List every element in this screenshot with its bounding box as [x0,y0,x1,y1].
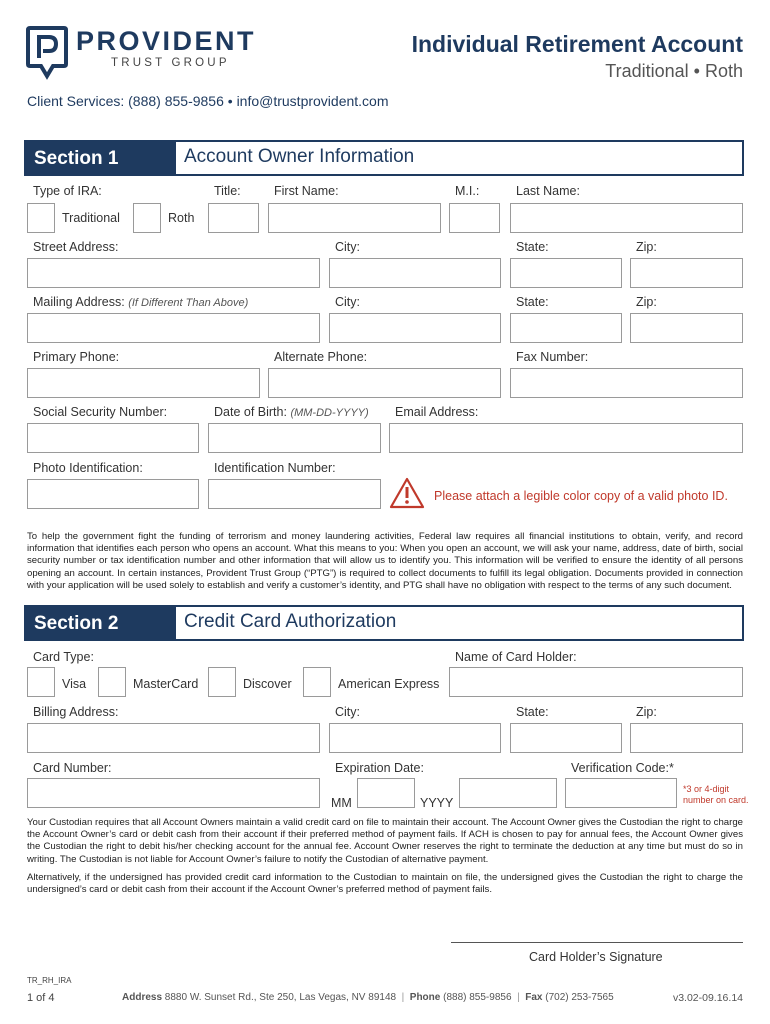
alternative-paragraph: Alternatively, if the undersigned has provided credit card information to the Custodian to maintain on file, the undersigned gives the Custodian the right to charge the undersigned’s card or debit cash from their account if the Account Owner’s preferred method of payment fails. [27,872,743,896]
discover-checkbox[interactable] [208,667,236,697]
photo-id-label: Photo Identification: [33,461,143,475]
fax-number-label: Fax Number: [516,350,589,364]
exp-yyyy-label: YYYY [420,796,454,810]
mastercard-checkbox[interactable] [98,667,126,697]
section1-header [24,140,744,176]
amex-label: American Express [338,677,440,691]
last-name-field[interactable] [510,203,743,233]
card-number-field[interactable] [27,778,320,808]
mailing-address-label [33,295,248,309]
section1-title: Account Owner Information [184,146,415,167]
id-number-field[interactable] [208,479,381,509]
client-services: Client Services: (888) 855-9856 • info@trustprovident.com [27,93,389,109]
footer-contact [122,992,614,1003]
city-field[interactable] [329,258,501,288]
title-field[interactable] [208,203,259,233]
exp-year-field[interactable] [459,778,557,808]
verification-note-2: number on card. [683,795,749,805]
fax-number-field[interactable] [510,368,743,398]
roth-checkbox[interactable] [133,203,161,233]
last-name-label: Last Name: [516,184,580,198]
billing-address-label: Billing Address: [33,705,119,719]
verification-label: Verification Code:* [571,761,674,775]
mailing-zip-label: Zip: [636,295,657,309]
billing-state-label: State: [516,705,549,719]
traditional-checkbox[interactable] [27,203,55,233]
brand-name: PROVIDENT [76,26,257,56]
primary-phone-label: Primary Phone: [33,350,120,364]
warning-icon [389,477,425,509]
form-subtitle: Traditional • Roth [605,61,743,81]
mailing-address-field[interactable] [27,313,320,343]
mailing-address-note: (If Different Than Above) [128,297,249,309]
version: v3.02-09.16.14 [672,992,743,1004]
billing-address-field[interactable] [27,723,320,753]
billing-zip-label: Zip: [636,705,657,719]
discover-label: Discover [243,677,292,691]
zip-label: Zip: [636,240,657,254]
footer-phone-label: Phone [409,992,441,1003]
photo-id-warning: Please attach a legible color copy of a valid photo ID. [434,489,728,503]
footer-divider: | [398,992,407,1003]
state-label: State: [516,240,549,254]
footer-divider: | [514,992,523,1003]
ssn-label: Social Security Number: [33,405,168,419]
card-number-label: Card Number: [33,761,112,775]
card-holder-name-label: Name of Card Holder: [455,650,577,664]
mastercard-label: MasterCard [133,677,199,691]
verification-field[interactable] [565,778,677,808]
billing-zip-field[interactable] [630,723,743,753]
dob-field[interactable] [208,423,381,453]
footer-fax: (702) 253-7565 [545,992,614,1003]
footer-address-label: Address [122,992,163,1003]
expiration-label: Expiration Date: [335,761,424,775]
first-name-label: First Name: [274,184,339,198]
visa-checkbox[interactable] [27,667,55,697]
logo-mark-icon [26,26,68,80]
state-field[interactable] [510,258,622,288]
section2-title: Credit Card Authorization [184,611,397,632]
mi-field[interactable] [449,203,500,233]
id-number-label: Identification Number: [214,461,336,475]
street-address-label: Street Address: [33,240,119,254]
exp-mm-label: MM [331,796,352,810]
billing-city-label: City: [335,705,360,719]
photo-id-field[interactable] [27,479,199,509]
page-number: 1 of 4 [27,992,55,1004]
billing-state-field[interactable] [510,723,622,753]
card-holder-name-field[interactable] [449,667,743,697]
dob-text: Date of Birth: [214,405,287,419]
section2-header [24,605,744,641]
traditional-label: Traditional [62,211,120,225]
visa-label: Visa [62,677,87,691]
city-label: City: [335,240,360,254]
alternate-phone-field[interactable] [268,368,501,398]
email-label: Email Address: [395,405,479,419]
dob-format: (MM-DD-YYYY) [290,407,369,419]
ssn-field[interactable] [27,423,199,453]
street-address-field[interactable] [27,258,320,288]
footer-address: 8880 W. Sunset Rd., Ste 250, Las Vegas, NV 89148 [164,992,397,1003]
amex-checkbox[interactable] [303,667,331,697]
email-field[interactable] [389,423,743,453]
primary-phone-field[interactable] [27,368,260,398]
mailing-state-field[interactable] [510,313,622,343]
mailing-address-text: Mailing Address: [33,295,125,309]
form-code: TR_RH_IRA [27,976,72,985]
signature-line [451,942,743,943]
card-type-label: Card Type: [33,650,94,664]
alternate-phone-label: Alternate Phone: [274,350,368,364]
dob-label [214,405,369,419]
provident-logo [26,26,68,80]
footer-phone: (888) 855-9856 [443,992,512,1003]
brand-subtitle: TRUST GROUP [111,57,230,69]
mailing-city-label: City: [335,295,360,309]
first-name-field[interactable] [268,203,441,233]
custodian-paragraph: Your Custodian requires that all Account Owners maintain a valid credit card on file to maintain their account. The Account Owner gives the Custodian the right to charge the Account Owner’s card or debit cash from their account if their preferred method of payment fails. If ACH is chosen to pay for annual fees, the Account Owner gives the Custodian the right to debit his/her checking account for the annual fee. Account Owner reserves the right to terminate the deduction at any time but must do so in writing. The Custodian is not liable for Account Owner’s failure to notify the Custodian of alternative payment. [27,817,743,865]
form-title: Individual Retirement Account [411,31,743,57]
section1-number: Section 1 [26,142,176,174]
signature-label: Card Holder’s Signature [529,950,663,964]
patriot-act-notice: To help the government fight the funding of terrorism and money laundering activities, Federal law requires all financial institutions to obtain, verify, and record information that identifies each person who opens an account. What this means to you: When you open an account, we will ask your name, address, date of birth, social security number or tax identification number and other information that will allow us to identify you. This information will be verified to ensure the identity of all persons opening an account. In certain instances, Provident Trust Group (“PTG”) is required to collect documents to fulfill its legal obligation. Documents provided in connection with your application will be used solely to establish and verify a customer’s identity, and PTG shall have no obligation with respect to the terms of any such document. [27,531,743,591]
mailing-state-label: State: [516,295,549,309]
exp-month-field[interactable] [357,778,415,808]
roth-label: Roth [168,211,195,225]
section2-number: Section 2 [26,607,176,639]
mailing-city-field[interactable] [329,313,501,343]
billing-city-field[interactable] [329,723,501,753]
mailing-zip-field[interactable] [630,313,743,343]
title-label: Title: [214,184,241,198]
mi-label: M.I.: [455,184,480,198]
footer-fax-label: Fax [525,992,543,1003]
zip-field[interactable] [630,258,743,288]
type-of-ira-label: Type of IRA: [33,184,102,198]
verification-note-1: *3 or 4-digit [683,784,730,794]
